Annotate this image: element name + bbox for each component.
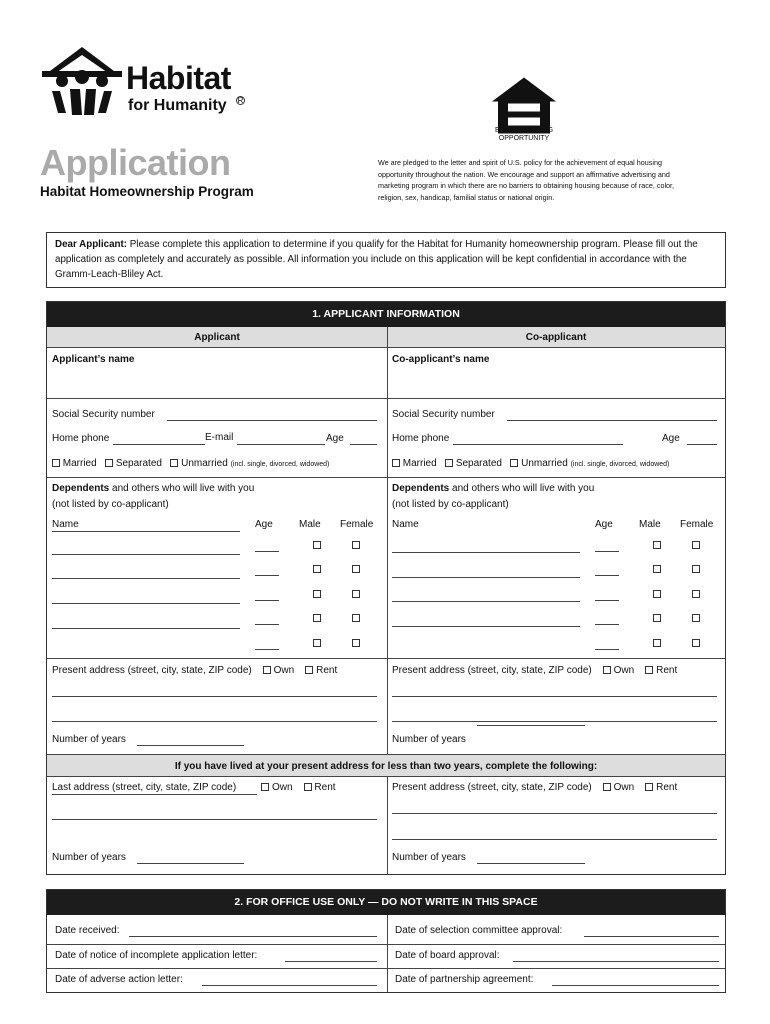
coapplicant-address-field[interactable] (392, 813, 717, 814)
date-received-field[interactable] (129, 936, 377, 937)
unmarried-checkbox[interactable] (170, 459, 178, 467)
female-checkbox[interactable] (352, 565, 360, 573)
coapplicant-dependents-label: Dependents and others who will live with you (392, 483, 595, 494)
registered-mark: R (237, 96, 244, 105)
applicant-email-field[interactable] (237, 444, 325, 445)
coapplicant-years-label: Number of years (392, 734, 466, 745)
applicant-phone-label: Home phone (52, 433, 110, 444)
female-checkbox[interactable] (692, 614, 700, 622)
own-checkbox[interactable] (603, 783, 611, 791)
applicant-email-label: E-mail (205, 432, 234, 443)
female-checkbox[interactable] (352, 541, 360, 549)
coapplicant-name-label: Co-applicant’s name (392, 354, 490, 365)
separated-checkbox[interactable] (105, 459, 113, 467)
page-subtitle: Habitat Homeownership Program (40, 184, 254, 199)
male-checkbox[interactable] (653, 639, 661, 647)
applicant-present-address-field[interactable] (52, 696, 377, 697)
coapplicant-phone-label: Home phone (392, 433, 450, 444)
applicant-dependent-name-field[interactable] (52, 603, 240, 604)
coapplicant-age-field[interactable] (687, 444, 717, 445)
own-checkbox[interactable] (603, 666, 611, 674)
applicant-years-field[interactable] (137, 745, 244, 746)
applicant-name-label: Applicant’s name (52, 354, 135, 365)
male-checkbox[interactable] (653, 590, 661, 598)
date-board-label: Date of board approval: (395, 950, 500, 961)
applicant-dependent-age-header: Age (255, 519, 273, 530)
applicant-information-section (46, 301, 726, 875)
page-title: Application (40, 142, 231, 183)
applicant-dependent-age-field[interactable] (255, 649, 279, 650)
coapplicant-dependent-age-field[interactable] (595, 575, 619, 576)
applicant-dependent-age-field[interactable] (255, 600, 279, 601)
male-checkbox[interactable] (653, 565, 661, 573)
applicant-age-label: Age (326, 433, 344, 444)
male-checkbox[interactable] (313, 639, 321, 647)
date-partnership-field[interactable] (552, 985, 719, 986)
applicant-column-header: Applicant (194, 332, 240, 343)
married-checkbox[interactable] (392, 459, 400, 467)
logo-text-for-humanity: for Humanity (128, 97, 227, 114)
last-address-label: Last address (street, city, state, ZIP code) Own Rent (52, 782, 336, 793)
coapplicant-present-address-label: Present address (street, city, state, ZIP code) Own Rent (392, 665, 678, 676)
male-checkbox[interactable] (653, 614, 661, 622)
female-checkbox[interactable] (692, 541, 700, 549)
equal-housing-policy: We are pledged to the letter and spirit of U.S. policy for the achievement of equal housing opportunity throughout the nation. We encourage and support an affirmative advertising and marketing program in which there are no barriers to obtaining housing because of race, color, religion, sex, handicap, familial status or national origin. (378, 158, 675, 202)
coapplicant-age-label: Age (662, 433, 680, 444)
coapplicant-address-label: Present address (street, city, state, ZIP code) Own Rent (392, 782, 678, 793)
coapplicant-years-label-2: Number of years (392, 852, 466, 863)
date-board-field[interactable] (513, 961, 719, 962)
applicant-dependent-name-field[interactable] (52, 628, 240, 629)
last-address-field[interactable] (52, 819, 377, 820)
male-checkbox[interactable] (313, 541, 321, 549)
unmarried-checkbox[interactable] (510, 459, 518, 467)
intro-box: Dear Applicant: Please complete this application to determine if you qualify for the Habitat for Humanity homeownership program. Please fill out the application as completely and accurately as possible. All information you include on this application will be kept confidential in accordance with the Gramm-Leach-Bliley Act. (46, 232, 726, 288)
coapplicant-marital-status: Married Separated Unmarried (incl. single, divorced, widowed) (392, 458, 669, 469)
coapplicant-dependent-name-field[interactable] (392, 577, 580, 578)
applicant-dependent-name-field[interactable] (52, 554, 240, 555)
applicant-age-field[interactable] (350, 444, 377, 445)
applicant-dependent-name-header: Name (52, 519, 79, 530)
rent-checkbox[interactable] (305, 666, 313, 674)
married-checkbox[interactable] (52, 459, 60, 467)
coapplicant-present-address-field[interactable] (392, 721, 717, 722)
date-notice-field[interactable] (285, 961, 377, 962)
applicant-ssn-field[interactable] (167, 420, 377, 421)
coapplicant-dependent-male-header: Male (639, 519, 661, 530)
male-checkbox[interactable] (313, 614, 321, 622)
date-notice-label: Date of notice of incomplete application letter: (55, 950, 258, 961)
own-checkbox[interactable] (263, 666, 271, 674)
last-address-years-field[interactable] (137, 863, 244, 864)
coapplicant-years-field-2[interactable] (477, 863, 585, 864)
section-1-title: 1. APPLICANT INFORMATION (47, 302, 725, 327)
coapplicant-phone-field[interactable] (453, 444, 623, 445)
coapplicant-dependent-name-header: Name (392, 519, 419, 530)
coapplicant-dependent-name-field[interactable] (392, 626, 580, 627)
coapplicant-dependents-note: (not listed by co-applicant) (392, 499, 509, 510)
applicant-ssn-label: Social Security number (52, 409, 155, 420)
female-checkbox[interactable] (692, 590, 700, 598)
section-2-title: 2. FOR OFFICE USE ONLY — DO NOT WRITE IN THIS SPACE (47, 890, 725, 915)
female-checkbox[interactable] (352, 614, 360, 622)
female-checkbox[interactable] (692, 639, 700, 647)
coapplicant-present-address-field[interactable] (392, 696, 717, 697)
own-checkbox[interactable] (261, 783, 269, 791)
date-partnership-label: Date of partnership agreement: (395, 974, 534, 985)
applicant-dependents-note: (not listed by co-applicant) (52, 499, 169, 510)
coapplicant-dependent-name-field[interactable] (392, 552, 580, 553)
applicant-dependent-age-field[interactable] (255, 575, 279, 576)
coapplicant-dependent-name-field[interactable] (392, 601, 580, 602)
male-checkbox[interactable] (313, 565, 321, 573)
date-committee-field[interactable] (584, 936, 719, 937)
female-checkbox[interactable] (352, 590, 360, 598)
date-adverse-label: Date of adverse action letter: (55, 974, 183, 985)
applicant-dependents-label: Dependents and others who will live with you (52, 483, 255, 494)
coapplicant-dependent-age-header: Age (595, 519, 613, 530)
date-received-label: Date received: (55, 925, 120, 936)
coapplicant-dependent-age-field[interactable] (595, 600, 619, 601)
applicant-present-address-field[interactable] (52, 721, 377, 722)
coapplicant-dependent-female-header: Female (680, 519, 714, 530)
less-than-two-years-heading: If you have lived at your present address for less than two years, complete the following: (174, 761, 598, 772)
male-checkbox[interactable] (653, 541, 661, 549)
coapplicant-dependent-age-field[interactable] (595, 624, 619, 625)
rent-checkbox[interactable] (645, 783, 653, 791)
male-checkbox[interactable] (313, 590, 321, 598)
last-address-years-label: Number of years (52, 852, 126, 863)
female-checkbox[interactable] (352, 639, 360, 647)
coapplicant-address-field[interactable] (392, 839, 717, 840)
applicant-marital-status: Married Separated Unmarried (incl. single, divorced, widowed) (52, 458, 329, 469)
female-checkbox[interactable] (692, 565, 700, 573)
applicant-dependent-age-field[interactable] (255, 624, 279, 625)
rent-checkbox[interactable] (304, 783, 312, 791)
coapplicant-column-header: Co-applicant (525, 332, 587, 343)
date-committee-label: Date of selection committee approval: (395, 925, 563, 936)
logo-text-habitat: Habitat (126, 60, 231, 96)
applicant-phone-field[interactable] (113, 444, 205, 445)
coapplicant-ssn-label: Social Security number (392, 409, 495, 420)
applicant-years-label: Number of years (52, 734, 126, 745)
office-use-section (46, 889, 726, 993)
applicant-dependent-name-field[interactable] (52, 578, 240, 579)
applicant-dependent-age-field[interactable] (255, 551, 279, 552)
coapplicant-dependent-age-field[interactable] (595, 551, 619, 552)
separated-checkbox[interactable] (445, 459, 453, 467)
date-adverse-field[interactable] (202, 985, 377, 986)
rent-checkbox[interactable] (645, 666, 653, 674)
coapplicant-dependent-age-field[interactable] (595, 649, 619, 650)
applicant-dependent-female-header: Female (340, 519, 374, 530)
coapplicant-ssn-field[interactable] (507, 420, 717, 421)
applicant-present-address-label: Present address (street, city, state, ZIP code) Own Rent (52, 665, 338, 676)
equal-housing-text: EQUAL HOUSING OPPORTUNITY (494, 127, 554, 142)
applicant-dependent-male-header: Male (299, 519, 321, 530)
